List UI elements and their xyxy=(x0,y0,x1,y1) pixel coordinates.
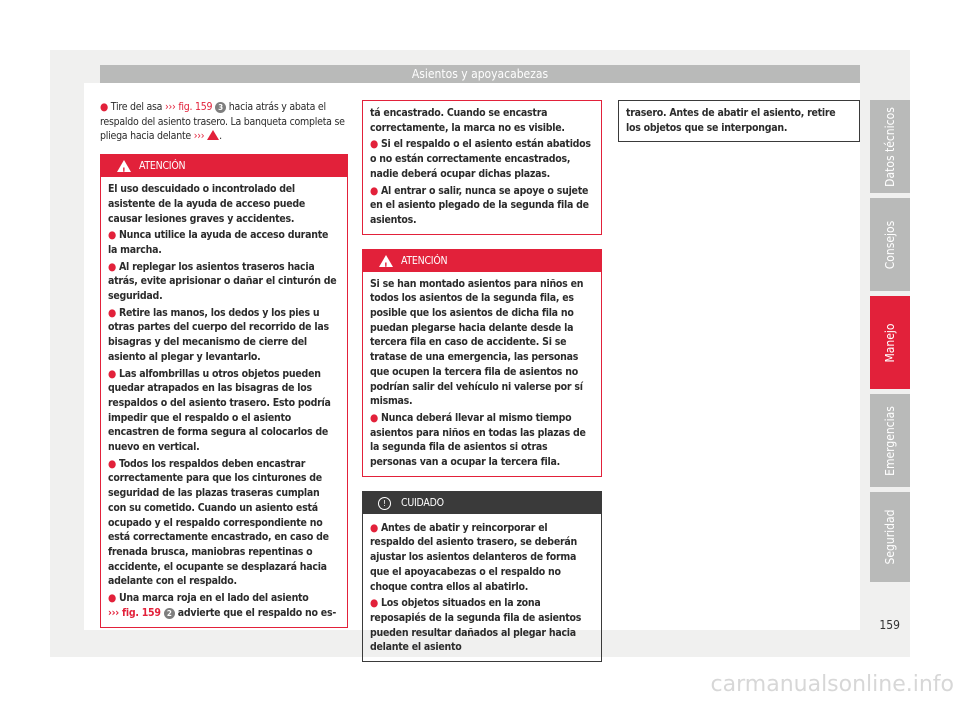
warning-lead: El uso descuidado o incontrolado del asistente de la ayuda de acceso puede causar lesiones graves y accidentes. xyxy=(108,183,306,225)
tab-label: Consejos xyxy=(883,220,897,269)
warning-box-2 xyxy=(362,249,602,477)
warning-header xyxy=(363,250,601,272)
list-item xyxy=(108,457,340,589)
list-item xyxy=(370,596,594,655)
callout-number: 3 xyxy=(215,102,226,113)
caution-header xyxy=(363,492,601,514)
tab-manejo[interactable] xyxy=(870,296,910,389)
intro-paragraph xyxy=(100,100,348,144)
fig-link[interactable]: fig. 159 xyxy=(178,101,213,113)
warning-box-1 xyxy=(100,154,348,627)
page-number: 159 xyxy=(879,618,900,632)
warning-icon[interactable] xyxy=(207,130,219,140)
list-item xyxy=(108,228,340,257)
bullet-icon: ● xyxy=(370,184,378,197)
tab-seguridad[interactable] xyxy=(870,492,910,582)
warning-title: ATENCIÓN xyxy=(139,160,186,173)
list-item-text: Al entrar o salir, nunca se apoye o sujete en el asiento plegado de la segunda fila de asientos. xyxy=(370,184,589,226)
list-item xyxy=(108,367,340,455)
watermark: carmanualsonline.info xyxy=(710,672,954,697)
list-item-text: Si el respaldo o el asiento están abatidos o no están correctamente encastrados, nadie deberá ocupar dichas plazas. xyxy=(370,138,591,180)
warning-lead: Si se han montado asientos para niños en todos los asientos de la segunda fila, es posible que los asientos de dicha fila no puedan plegarse hacia delante desde la tercera fila en caso de accidente. Si se tratase de una emergencia, las personas que ocupen la tercera fila de asientos no podrían salir del vehículo ni valerse por sí mismas. xyxy=(370,277,584,408)
warning-title: ATENCIÓN xyxy=(401,254,448,267)
bullet-icon: ● xyxy=(108,306,116,319)
info-icon: ! xyxy=(378,497,391,510)
list-item xyxy=(108,306,340,365)
tab-consejos[interactable] xyxy=(870,198,910,291)
tab-label: Emergencias xyxy=(883,405,897,476)
bullet-icon: ● xyxy=(370,597,378,610)
caution-box-continued xyxy=(618,100,860,142)
tab-datos-tecnicos[interactable] xyxy=(870,100,910,193)
bullet-icon: ● xyxy=(370,411,378,424)
list-item xyxy=(370,137,594,181)
list-item-text-cont: advierte que el respaldo no es- xyxy=(174,606,337,619)
column-1 xyxy=(100,100,348,628)
bullet-icon: ● xyxy=(108,592,116,605)
column-2 xyxy=(362,100,602,662)
link-arrow-2[interactable]: ››› xyxy=(193,130,205,143)
list-item-text: Todos los respaldos deben encastrar correctamente para que los cinturones de seguridad de las plazas traseras cumplan con su cometido. Cuando un asiento está ocupado y el respaldo correspondiente no está correctamente encastrado, en caso de frenada brusca, maniobras repentinas o accidente, el ocupante se desplazará hacia adelante con el respaldo. xyxy=(108,457,329,588)
warning-icon xyxy=(117,160,131,172)
warning-body xyxy=(363,272,601,476)
list-item-text: Los objetos situados en la zona reposapiés de la segunda fila de asientos pueden resultar dañados al plegar hacia delante el asiento xyxy=(370,597,582,654)
column-3 xyxy=(618,100,860,142)
list-item xyxy=(370,184,594,228)
list-item xyxy=(370,521,594,595)
warning-icon xyxy=(379,255,393,267)
bullet-icon: ● xyxy=(370,138,378,151)
list-item xyxy=(370,411,594,470)
warning-lead: tá encastrado. Cuando se encastra correctamente, la marca no es visible. xyxy=(370,107,565,134)
caution-title: CUIDADO xyxy=(401,496,444,509)
tab-label: Datos técnicos xyxy=(883,106,897,187)
warning-box-1-continued xyxy=(362,100,602,235)
tab-label: Manejo xyxy=(883,322,897,363)
intro-text: Tire del asa xyxy=(110,101,165,113)
intro-text-2: hacia atrás y abata el respaldo del asiento trasero. La banqueta completa se pliega hacia delante xyxy=(100,101,345,143)
list-item-text: Una marca roja en el lado del asiento xyxy=(119,592,309,605)
list-item-text: Retire las manos, los dedos y los pies u otras partes del cuerpo del recorrido de las bisagras y del mecanismo de cierre del asiento al plegar y levantarlo. xyxy=(108,306,329,363)
warning-body xyxy=(363,101,601,234)
tab-emergencias[interactable] xyxy=(870,394,910,487)
warning-header xyxy=(101,155,347,177)
fig-link[interactable]: fig. 159 xyxy=(121,606,161,619)
list-item-text: Las alfombrillas u otros objetos pueden quedar atrapados en las bisagras de los respaldos o del asiento trasero. Esto podría impedir que el respaldo o el asiento encastren de forma segura al colocarlos de nuevo en vertical. xyxy=(108,367,331,454)
list-item xyxy=(108,260,340,304)
section-header: Asientos y apoyacabezas xyxy=(100,65,860,83)
caution-body xyxy=(363,514,601,661)
list-item-text: Nunca deberá llevar al mismo tiempo asientos para niños en todas las plazas de la segunda fila de asientos si otras personas van a ocupar la tercera fila. xyxy=(370,411,586,469)
list-item-text: Nunca utilice la ayuda de acceso durante la marcha. xyxy=(108,229,329,256)
warning-body xyxy=(101,177,347,626)
list-item xyxy=(108,591,340,620)
list-item-text: Al replegar los asientos traseros hacia atrás, evite aprisionar o dañar el cinturón de seguridad. xyxy=(108,260,337,303)
bullet-icon: ● xyxy=(370,521,378,534)
intro-end: . xyxy=(219,130,222,143)
bullet-icon: ● xyxy=(108,457,116,470)
list-item-text: Antes de abatir y reincorporar el respaldo del asiento trasero, se deberán ajustar los asientos delanteros de forma que el apoyacabezas o el respaldo no choque contra ellos al abatirlo. xyxy=(370,521,577,593)
bullet-icon: ● xyxy=(108,260,116,273)
link-arrow[interactable]: ››› xyxy=(164,101,176,113)
caution-box xyxy=(362,491,602,662)
bullet-icon: ● xyxy=(100,101,108,113)
callout-number: 2 xyxy=(164,608,175,619)
bullet-icon: ● xyxy=(108,367,116,380)
tab-label: Seguridad xyxy=(883,509,897,565)
caution-body: trasero. Antes de abatir el asiento, retire los objetos que se interpongan. xyxy=(626,107,836,134)
bullet-icon: ● xyxy=(108,229,116,242)
link-arrow[interactable]: ››› xyxy=(108,606,119,619)
